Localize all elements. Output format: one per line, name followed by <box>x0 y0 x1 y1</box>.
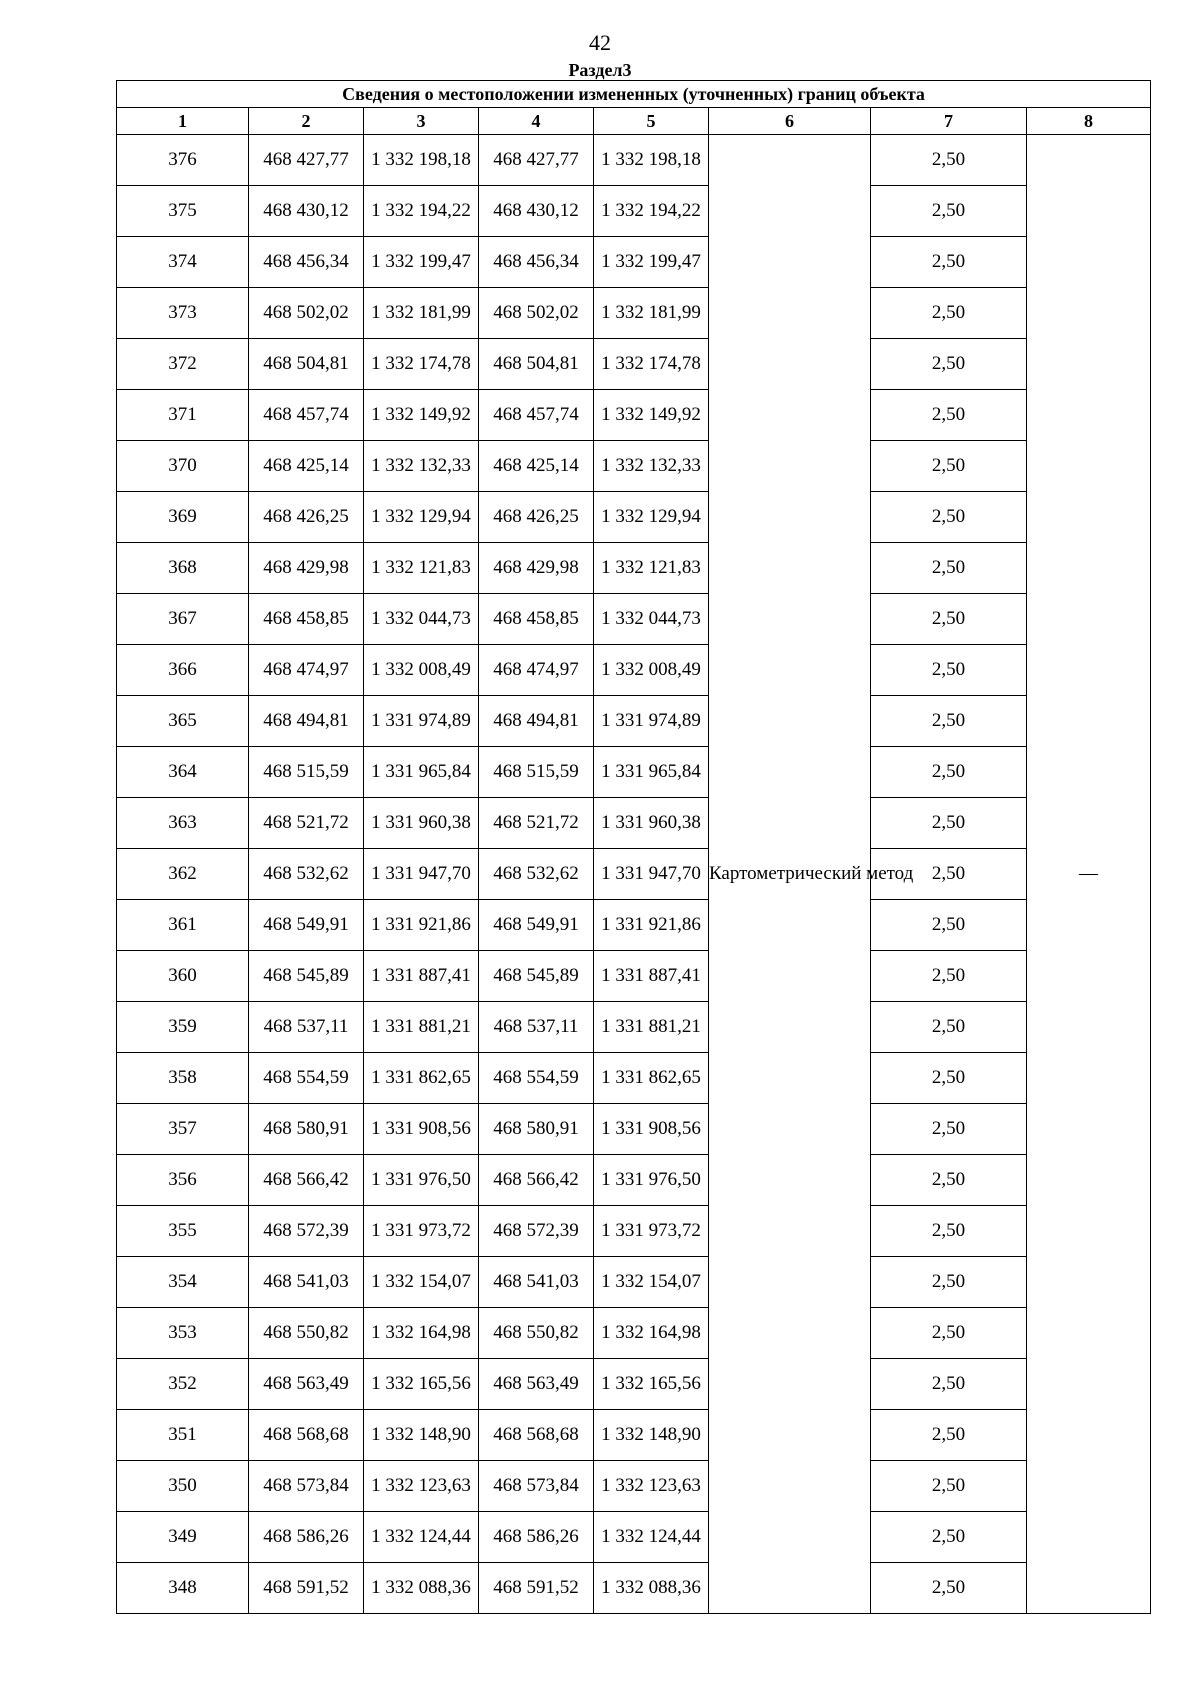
cell-accuracy: 2,50 <box>871 900 1027 951</box>
cell-x-new: 468 429,98 <box>479 543 594 594</box>
cell-point: 365 <box>117 696 249 747</box>
cell-x-old: 468 586,26 <box>249 1512 364 1563</box>
cell-y-new: 1 332 165,56 <box>594 1359 709 1410</box>
cell-point: 367 <box>117 594 249 645</box>
cell-x-new: 468 456,34 <box>479 237 594 288</box>
cell-y-new: 1 332 132,33 <box>594 441 709 492</box>
cell-accuracy: 2,50 <box>871 441 1027 492</box>
cell-x-new: 468 474,97 <box>479 645 594 696</box>
cell-x-new: 468 426,25 <box>479 492 594 543</box>
cell-x-old: 468 425,14 <box>249 441 364 492</box>
page-number: 42 <box>589 30 611 55</box>
cell-point: 352 <box>117 1359 249 1410</box>
table-row <box>117 594 1151 645</box>
cell-x-old: 468 573,84 <box>249 1461 364 1512</box>
cell-y-old: 1 332 174,78 <box>364 339 479 390</box>
column-number-6: 6 <box>709 108 871 135</box>
cell-x-new: 468 532,62 <box>479 849 594 900</box>
cell-x-new: 468 430,12 <box>479 186 594 237</box>
cell-method: Картометрический метод <box>709 135 871 1614</box>
cell-y-new: 1 332 199,47 <box>594 237 709 288</box>
cell-accuracy: 2,50 <box>871 798 1027 849</box>
table-row <box>117 135 1151 186</box>
cell-x-new: 468 504,81 <box>479 339 594 390</box>
cell-y-new: 1 332 008,49 <box>594 645 709 696</box>
cell-accuracy: 2,50 <box>871 1206 1027 1257</box>
cell-x-old: 468 572,39 <box>249 1206 364 1257</box>
cell-point: 373 <box>117 288 249 339</box>
column-number-5: 5 <box>594 108 709 135</box>
cell-y-new: 1 332 164,98 <box>594 1308 709 1359</box>
cell-x-new: 468 457,74 <box>479 390 594 441</box>
table-row <box>117 951 1151 1002</box>
cell-x-new: 468 427,77 <box>479 135 594 186</box>
cell-x-new: 468 515,59 <box>479 747 594 798</box>
table-row <box>117 1002 1151 1053</box>
cell-y-old: 1 331 921,86 <box>364 900 479 951</box>
table-row <box>117 696 1151 747</box>
cell-x-new: 468 494,81 <box>479 696 594 747</box>
table-row <box>117 645 1151 696</box>
cell-accuracy: 2,50 <box>871 1308 1027 1359</box>
cell-y-old: 1 331 862,65 <box>364 1053 479 1104</box>
column-number-3: 3 <box>364 108 479 135</box>
cell-accuracy: 2,50 <box>871 747 1027 798</box>
cell-x-new: 468 541,03 <box>479 1257 594 1308</box>
table-row <box>117 849 1151 900</box>
cell-point: 368 <box>117 543 249 594</box>
cell-accuracy: 2,50 <box>871 1461 1027 1512</box>
cell-y-old: 1 332 149,92 <box>364 390 479 441</box>
cell-x-new: 468 549,91 <box>479 900 594 951</box>
cell-y-old: 1 332 164,98 <box>364 1308 479 1359</box>
cell-point: 351 <box>117 1410 249 1461</box>
cell-x-old: 468 430,12 <box>249 186 364 237</box>
cell-x-old: 468 549,91 <box>249 900 364 951</box>
cell-x-new: 468 545,89 <box>479 951 594 1002</box>
table-row <box>117 288 1151 339</box>
cell-accuracy: 2,50 <box>871 492 1027 543</box>
cell-y-new: 1 331 887,41 <box>594 951 709 1002</box>
cell-note: — <box>1027 135 1151 1614</box>
cell-x-new: 468 580,91 <box>479 1104 594 1155</box>
cell-y-old: 1 331 973,72 <box>364 1206 479 1257</box>
table-row <box>117 1461 1151 1512</box>
cell-point: 374 <box>117 237 249 288</box>
cell-x-new: 468 554,59 <box>479 1053 594 1104</box>
column-number-1: 1 <box>117 108 249 135</box>
cell-x-new: 468 563,49 <box>479 1359 594 1410</box>
column-number-row <box>117 108 1151 135</box>
cell-y-old: 1 332 199,47 <box>364 237 479 288</box>
table-row <box>117 1104 1151 1155</box>
cell-accuracy: 2,50 <box>871 594 1027 645</box>
cell-point: 376 <box>117 135 249 186</box>
cell-x-old: 468 427,77 <box>249 135 364 186</box>
cell-point: 354 <box>117 1257 249 1308</box>
table-row <box>117 186 1151 237</box>
cell-accuracy: 2,50 <box>871 645 1027 696</box>
section-title: Раздел3 <box>568 60 632 80</box>
cell-x-new: 468 521,72 <box>479 798 594 849</box>
cell-accuracy: 2,50 <box>871 1359 1027 1410</box>
cell-point: 362 <box>117 849 249 900</box>
cell-x-old: 468 537,11 <box>249 1002 364 1053</box>
cell-x-new: 468 425,14 <box>479 441 594 492</box>
table-row <box>117 1359 1151 1410</box>
cell-accuracy: 2,50 <box>871 1104 1027 1155</box>
cell-x-new: 468 572,39 <box>479 1206 594 1257</box>
table-row <box>117 339 1151 390</box>
cell-y-new: 1 331 862,65 <box>594 1053 709 1104</box>
cell-x-old: 468 515,59 <box>249 747 364 798</box>
cell-x-new: 468 537,11 <box>479 1002 594 1053</box>
cell-y-new: 1 332 174,78 <box>594 339 709 390</box>
cell-point: 350 <box>117 1461 249 1512</box>
cell-accuracy: 2,50 <box>871 135 1027 186</box>
table-row <box>117 1410 1151 1461</box>
cell-y-new: 1 332 123,63 <box>594 1461 709 1512</box>
cell-y-new: 1 331 921,86 <box>594 900 709 951</box>
cell-point: 375 <box>117 186 249 237</box>
cell-point: 369 <box>117 492 249 543</box>
cell-point: 372 <box>117 339 249 390</box>
table-row <box>117 390 1151 441</box>
cell-point: 366 <box>117 645 249 696</box>
cell-point: 353 <box>117 1308 249 1359</box>
table-row <box>117 900 1151 951</box>
cell-y-old: 1 332 088,36 <box>364 1563 479 1614</box>
cell-x-old: 468 545,89 <box>249 951 364 1002</box>
table-row <box>117 1563 1151 1614</box>
cell-point: 360 <box>117 951 249 1002</box>
cell-x-old: 468 563,49 <box>249 1359 364 1410</box>
cell-point: 349 <box>117 1512 249 1563</box>
cell-y-new: 1 331 947,70 <box>594 849 709 900</box>
cell-y-old: 1 331 887,41 <box>364 951 479 1002</box>
cell-x-old: 468 474,97 <box>249 645 364 696</box>
cell-accuracy: 2,50 <box>871 849 1027 900</box>
cell-y-new: 1 332 121,83 <box>594 543 709 594</box>
cell-y-old: 1 331 965,84 <box>364 747 479 798</box>
cell-y-old: 1 331 960,38 <box>364 798 479 849</box>
cell-x-new: 468 458,85 <box>479 594 594 645</box>
cell-accuracy: 2,50 <box>871 1257 1027 1308</box>
cell-y-old: 1 332 194,22 <box>364 186 479 237</box>
cell-point: 356 <box>117 1155 249 1206</box>
cell-x-old: 468 457,74 <box>249 390 364 441</box>
cell-y-old: 1 331 908,56 <box>364 1104 479 1155</box>
cell-accuracy: 2,50 <box>871 1053 1027 1104</box>
cell-accuracy: 2,50 <box>871 186 1027 237</box>
cell-point: 363 <box>117 798 249 849</box>
cell-accuracy: 2,50 <box>871 1512 1027 1563</box>
cell-y-new: 1 332 044,73 <box>594 594 709 645</box>
table-row <box>117 747 1151 798</box>
cell-y-old: 1 332 129,94 <box>364 492 479 543</box>
cell-y-new: 1 331 881,21 <box>594 1002 709 1053</box>
cell-x-old: 468 566,42 <box>249 1155 364 1206</box>
cell-x-new: 468 566,42 <box>479 1155 594 1206</box>
cell-y-old: 1 332 181,99 <box>364 288 479 339</box>
cell-y-old: 1 332 132,33 <box>364 441 479 492</box>
cell-accuracy: 2,50 <box>871 951 1027 1002</box>
cell-accuracy: 2,50 <box>871 237 1027 288</box>
cell-x-old: 468 580,91 <box>249 1104 364 1155</box>
cell-x-old: 468 521,72 <box>249 798 364 849</box>
cell-y-old: 1 332 124,44 <box>364 1512 479 1563</box>
cell-point: 361 <box>117 900 249 951</box>
cell-x-old: 468 426,25 <box>249 492 364 543</box>
table-caption: Сведения о местоположении измененных (уточненных) границ объекта <box>117 81 1151 108</box>
table-row <box>117 492 1151 543</box>
cell-x-old: 468 456,34 <box>249 237 364 288</box>
cell-x-new: 468 591,52 <box>479 1563 594 1614</box>
table-row <box>117 1308 1151 1359</box>
column-number-4: 4 <box>479 108 594 135</box>
table-row <box>117 441 1151 492</box>
cell-x-new: 468 573,84 <box>479 1461 594 1512</box>
cell-y-new: 1 332 198,18 <box>594 135 709 186</box>
cell-accuracy: 2,50 <box>871 1563 1027 1614</box>
cell-accuracy: 2,50 <box>871 696 1027 747</box>
cell-y-old: 1 332 198,18 <box>364 135 479 186</box>
cell-x-old: 468 458,85 <box>249 594 364 645</box>
cell-x-old: 468 532,62 <box>249 849 364 900</box>
cell-y-old: 1 331 974,89 <box>364 696 479 747</box>
cell-x-old: 468 504,81 <box>249 339 364 390</box>
table-row <box>117 1512 1151 1563</box>
cell-y-new: 1 332 194,22 <box>594 186 709 237</box>
cell-y-new: 1 331 960,38 <box>594 798 709 849</box>
cell-point: 370 <box>117 441 249 492</box>
table-row <box>117 1155 1151 1206</box>
cell-x-new: 468 568,68 <box>479 1410 594 1461</box>
cell-y-old: 1 331 976,50 <box>364 1155 479 1206</box>
cell-x-old: 468 494,81 <box>249 696 364 747</box>
cell-x-old: 468 591,52 <box>249 1563 364 1614</box>
cell-y-new: 1 332 088,36 <box>594 1563 709 1614</box>
table-row <box>117 798 1151 849</box>
cell-y-old: 1 332 123,63 <box>364 1461 479 1512</box>
cell-x-new: 468 550,82 <box>479 1308 594 1359</box>
cell-y-new: 1 331 976,50 <box>594 1155 709 1206</box>
cell-accuracy: 2,50 <box>871 288 1027 339</box>
cell-y-old: 1 332 044,73 <box>364 594 479 645</box>
coordinates-table <box>116 80 1151 1614</box>
cell-point: 364 <box>117 747 249 798</box>
table-row <box>117 1053 1151 1104</box>
cell-x-old: 468 502,02 <box>249 288 364 339</box>
table-row <box>117 1257 1151 1308</box>
cell-accuracy: 2,50 <box>871 1410 1027 1461</box>
cell-point: 359 <box>117 1002 249 1053</box>
cell-y-new: 1 332 129,94 <box>594 492 709 543</box>
cell-accuracy: 2,50 <box>871 1002 1027 1053</box>
cell-y-new: 1 332 149,92 <box>594 390 709 441</box>
cell-y-old: 1 332 008,49 <box>364 645 479 696</box>
table-row <box>117 237 1151 288</box>
cell-y-new: 1 331 973,72 <box>594 1206 709 1257</box>
cell-accuracy: 2,50 <box>871 339 1027 390</box>
cell-x-old: 468 550,82 <box>249 1308 364 1359</box>
cell-accuracy: 2,50 <box>871 543 1027 594</box>
cell-y-old: 1 332 148,90 <box>364 1410 479 1461</box>
table-body <box>117 135 1151 1614</box>
column-number-7: 7 <box>871 108 1027 135</box>
cell-y-new: 1 332 124,44 <box>594 1512 709 1563</box>
cell-y-new: 1 332 154,07 <box>594 1257 709 1308</box>
cell-y-new: 1 331 908,56 <box>594 1104 709 1155</box>
cell-point: 355 <box>117 1206 249 1257</box>
cell-x-old: 468 554,59 <box>249 1053 364 1104</box>
cell-point: 371 <box>117 390 249 441</box>
cell-accuracy: 2,50 <box>871 1155 1027 1206</box>
column-number-8: 8 <box>1027 108 1151 135</box>
cell-point: 357 <box>117 1104 249 1155</box>
cell-y-old: 1 331 881,21 <box>364 1002 479 1053</box>
cell-y-old: 1 332 121,83 <box>364 543 479 594</box>
cell-y-new: 1 332 148,90 <box>594 1410 709 1461</box>
column-number-2: 2 <box>249 108 364 135</box>
cell-y-old: 1 331 947,70 <box>364 849 479 900</box>
cell-x-new: 468 586,26 <box>479 1512 594 1563</box>
cell-y-old: 1 332 154,07 <box>364 1257 479 1308</box>
cell-point: 348 <box>117 1563 249 1614</box>
cell-x-old: 468 429,98 <box>249 543 364 594</box>
cell-y-old: 1 332 165,56 <box>364 1359 479 1410</box>
cell-y-new: 1 332 181,99 <box>594 288 709 339</box>
table-row <box>117 1206 1151 1257</box>
cell-point: 358 <box>117 1053 249 1104</box>
cell-y-new: 1 331 965,84 <box>594 747 709 798</box>
cell-x-old: 468 568,68 <box>249 1410 364 1461</box>
table-row <box>117 543 1151 594</box>
cell-x-new: 468 502,02 <box>479 288 594 339</box>
cell-accuracy: 2,50 <box>871 390 1027 441</box>
cell-x-old: 468 541,03 <box>249 1257 364 1308</box>
cell-y-new: 1 331 974,89 <box>594 696 709 747</box>
